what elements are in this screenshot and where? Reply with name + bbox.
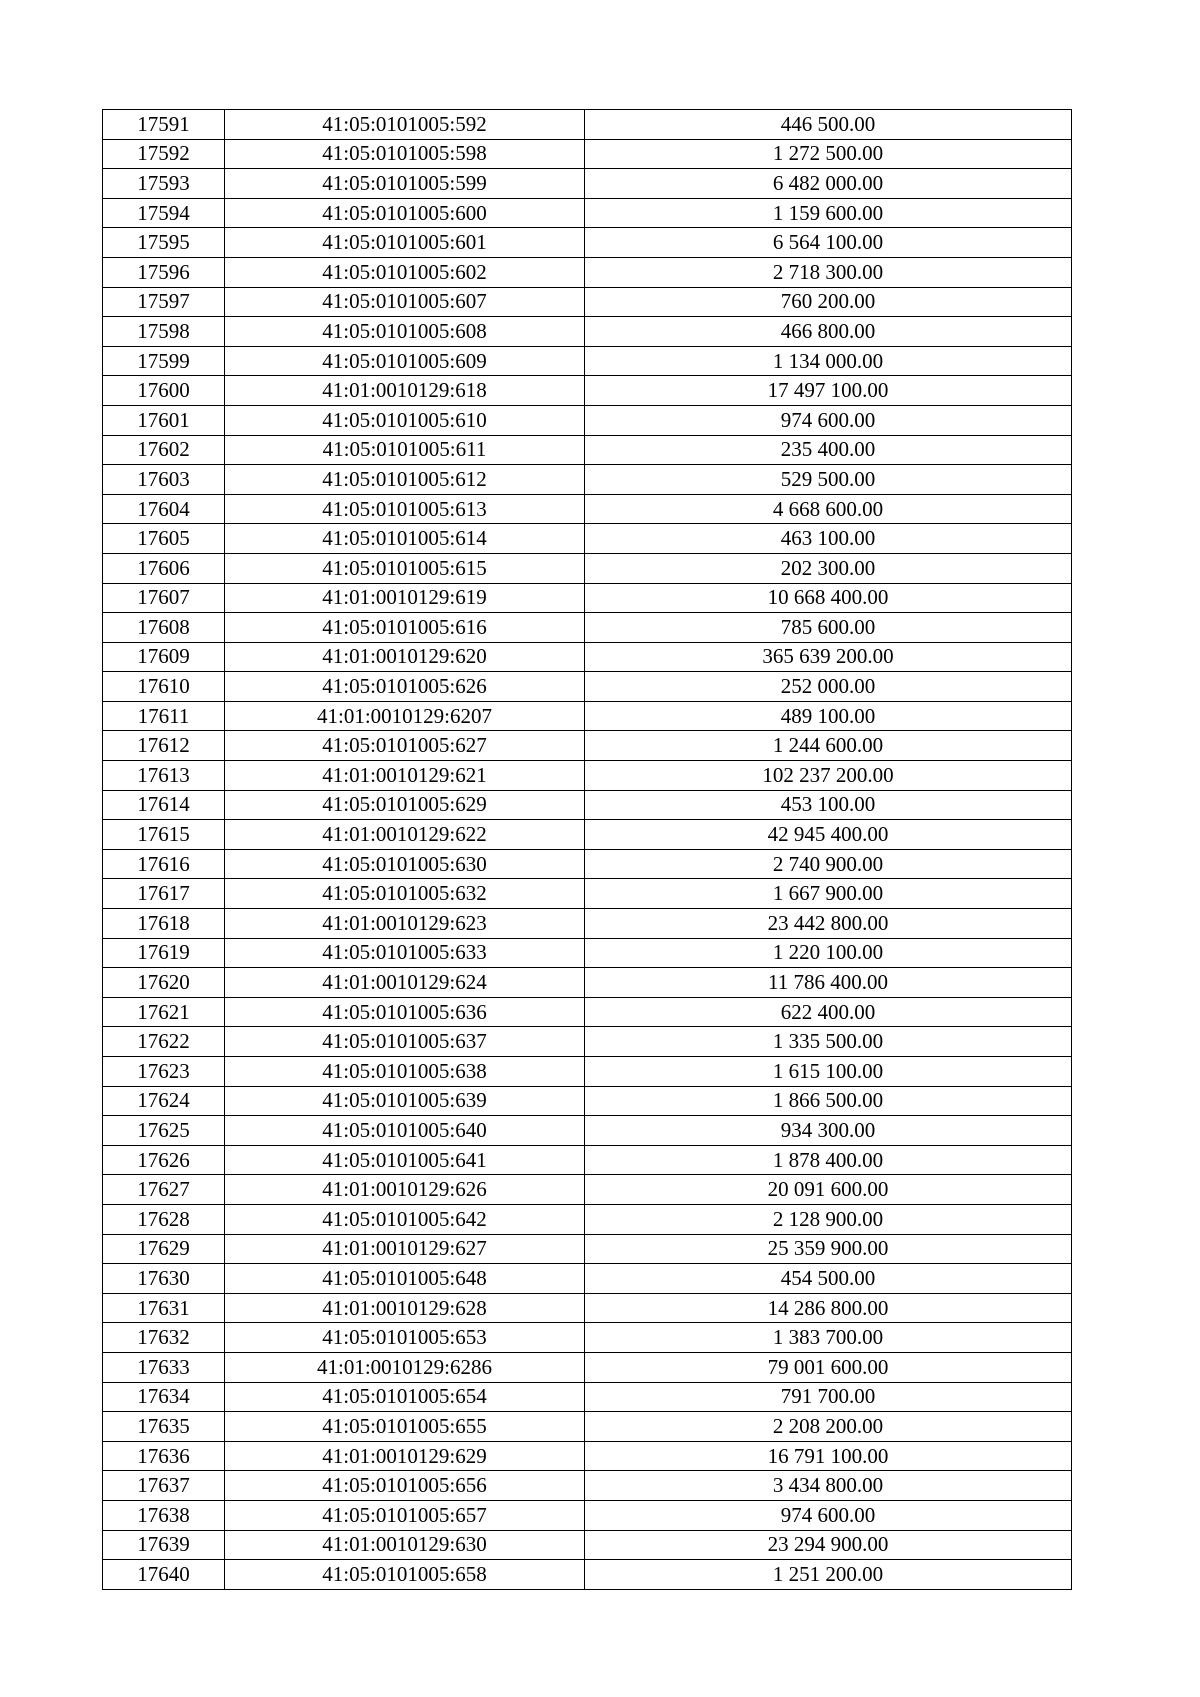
cadastral-number-cell: 41:05:0101005:626: [225, 672, 585, 702]
row-number-cell: 17611: [103, 701, 225, 731]
cadastral-value-cell: 23 442 800.00: [585, 909, 1072, 939]
cadastral-number-cell: 41:01:0010129:626: [225, 1175, 585, 1205]
table-row: [103, 1293, 1072, 1323]
cadastral-value-cell: 25 359 900.00: [585, 1234, 1072, 1264]
cadastral-value-cell: 2 208 200.00: [585, 1412, 1072, 1442]
table-row: [103, 1441, 1072, 1471]
table-row: [103, 1116, 1072, 1146]
cadastral-number-cell: 41:05:0101005:613: [225, 494, 585, 524]
table-row: [103, 1352, 1072, 1382]
cadastral-number-cell: 41:05:0101005:627: [225, 731, 585, 761]
row-number-cell: 17610: [103, 672, 225, 702]
row-number-cell: 17608: [103, 613, 225, 643]
cadastral-number-cell: 41:05:0101005:609: [225, 346, 585, 376]
cadastral-number-cell: 41:01:0010129:6207: [225, 701, 585, 731]
table-row: [103, 435, 1072, 465]
table-row: [103, 1412, 1072, 1442]
row-number-cell: 17606: [103, 553, 225, 583]
table-row: [103, 1027, 1072, 1057]
cadastral-number-cell: 41:01:0010129:629: [225, 1441, 585, 1471]
table-row: [103, 1264, 1072, 1294]
table-body: [103, 110, 1072, 1590]
cadastral-number-cell: 41:01:0010129:620: [225, 642, 585, 672]
cadastral-value-cell: 1 383 700.00: [585, 1323, 1072, 1353]
cadastral-value-cell: 17 497 100.00: [585, 376, 1072, 406]
row-number-cell: 17630: [103, 1264, 225, 1294]
table-row: [103, 938, 1072, 968]
cadastral-value-cell: 1 615 100.00: [585, 1057, 1072, 1087]
row-number-cell: 17601: [103, 405, 225, 435]
table-row: [103, 1204, 1072, 1234]
table-row: [103, 613, 1072, 643]
cadastral-value-cell: 202 300.00: [585, 553, 1072, 583]
row-number-cell: 17600: [103, 376, 225, 406]
table-row: [103, 139, 1072, 169]
row-number-cell: 17626: [103, 1145, 225, 1175]
row-number-cell: 17624: [103, 1086, 225, 1116]
cadastral-value-cell: 974 600.00: [585, 405, 1072, 435]
row-number-cell: 17618: [103, 909, 225, 939]
cadastral-value-cell: 453 100.00: [585, 790, 1072, 820]
row-number-cell: 17615: [103, 820, 225, 850]
cadastral-value-cell: 760 200.00: [585, 287, 1072, 317]
cadastral-number-cell: 41:05:0101005:638: [225, 1057, 585, 1087]
row-number-cell: 17597: [103, 287, 225, 317]
table-row: [103, 110, 1072, 140]
table-row: [103, 228, 1072, 258]
cadastral-value-cell: 252 000.00: [585, 672, 1072, 702]
cadastral-number-cell: 41:05:0101005:616: [225, 613, 585, 643]
table-row: [103, 1500, 1072, 1530]
cadastral-number-cell: 41:01:0010129:618: [225, 376, 585, 406]
table-row: [103, 1145, 1072, 1175]
row-number-cell: 17614: [103, 790, 225, 820]
cadastral-value-cell: 102 237 200.00: [585, 761, 1072, 791]
cadastral-value-cell: 2 128 900.00: [585, 1204, 1072, 1234]
row-number-cell: 17609: [103, 642, 225, 672]
cadastral-value-cell: 454 500.00: [585, 1264, 1072, 1294]
table-row: [103, 1471, 1072, 1501]
cadastral-number-cell: 41:05:0101005:657: [225, 1500, 585, 1530]
cadastral-number-cell: 41:01:0010129:628: [225, 1293, 585, 1323]
table-row: [103, 287, 1072, 317]
row-number-cell: 17602: [103, 435, 225, 465]
cadastral-value-cell: 14 286 800.00: [585, 1293, 1072, 1323]
row-number-cell: 17617: [103, 879, 225, 909]
row-number-cell: 17613: [103, 761, 225, 791]
row-number-cell: 17627: [103, 1175, 225, 1205]
table-row: [103, 997, 1072, 1027]
row-number-cell: 17598: [103, 317, 225, 347]
row-number-cell: 17607: [103, 583, 225, 613]
row-number-cell: 17623: [103, 1057, 225, 1087]
table-row: [103, 1530, 1072, 1560]
row-number-cell: 17636: [103, 1441, 225, 1471]
table-row: [103, 169, 1072, 199]
cadastral-value-cell: 79 001 600.00: [585, 1352, 1072, 1382]
row-number-cell: 17635: [103, 1412, 225, 1442]
table-row: [103, 909, 1072, 939]
table-row: [103, 849, 1072, 879]
cadastral-number-cell: 41:05:0101005:608: [225, 317, 585, 347]
cadastral-number-cell: 41:01:0010129:619: [225, 583, 585, 613]
cadastral-value-cell: 1 272 500.00: [585, 139, 1072, 169]
table-row: [103, 583, 1072, 613]
cadastral-value-cell: 466 800.00: [585, 317, 1072, 347]
cadastral-number-cell: 41:05:0101005:611: [225, 435, 585, 465]
table-row: [103, 701, 1072, 731]
table-row: [103, 524, 1072, 554]
cadastral-value-cell: 446 500.00: [585, 110, 1072, 140]
cadastral-number-cell: 41:05:0101005:598: [225, 139, 585, 169]
cadastral-value-cell: 42 945 400.00: [585, 820, 1072, 850]
cadastral-value-cell: 235 400.00: [585, 435, 1072, 465]
table-row: [103, 553, 1072, 583]
cadastral-number-cell: 41:05:0101005:637: [225, 1027, 585, 1057]
cadastral-value-cell: 1 251 200.00: [585, 1560, 1072, 1590]
row-number-cell: 17593: [103, 169, 225, 199]
row-number-cell: 17591: [103, 110, 225, 140]
cadastral-number-cell: 41:01:0010129:622: [225, 820, 585, 850]
table-row: [103, 820, 1072, 850]
cadastral-number-cell: 41:05:0101005:629: [225, 790, 585, 820]
table-row: [103, 1175, 1072, 1205]
row-number-cell: 17638: [103, 1500, 225, 1530]
cadastral-number-cell: 41:05:0101005:607: [225, 287, 585, 317]
cadastral-value-cell: 1 159 600.00: [585, 198, 1072, 228]
table-row: [103, 761, 1072, 791]
table-row: [103, 198, 1072, 228]
cadastral-value-cell: 3 434 800.00: [585, 1471, 1072, 1501]
row-number-cell: 17604: [103, 494, 225, 524]
row-number-cell: 17622: [103, 1027, 225, 1057]
table-row: [103, 257, 1072, 287]
cadastral-value-cell: 11 786 400.00: [585, 968, 1072, 998]
cadastral-number-cell: 41:05:0101005:630: [225, 849, 585, 879]
cadastral-number-cell: 41:05:0101005:633: [225, 938, 585, 968]
cadastral-number-cell: 41:05:0101005:612: [225, 465, 585, 495]
cadastral-number-cell: 41:01:0010129:627: [225, 1234, 585, 1264]
cadastral-value-cell: 6 482 000.00: [585, 169, 1072, 199]
row-number-cell: 17639: [103, 1530, 225, 1560]
cadastral-value-cell: 791 700.00: [585, 1382, 1072, 1412]
cadastral-value-cell: 20 091 600.00: [585, 1175, 1072, 1205]
cadastral-number-cell: 41:01:0010129:621: [225, 761, 585, 791]
row-number-cell: 17632: [103, 1323, 225, 1353]
row-number-cell: 17605: [103, 524, 225, 554]
cadastral-number-cell: 41:01:0010129:6286: [225, 1352, 585, 1382]
row-number-cell: 17625: [103, 1116, 225, 1146]
row-number-cell: 17621: [103, 997, 225, 1027]
cadastral-value-cell: 974 600.00: [585, 1500, 1072, 1530]
cadastral-value-cell: 463 100.00: [585, 524, 1072, 554]
cadastral-number-cell: 41:01:0010129:623: [225, 909, 585, 939]
cadastral-value-cell: 1 134 000.00: [585, 346, 1072, 376]
cadastral-number-cell: 41:01:0010129:630: [225, 1530, 585, 1560]
cadastral-number-cell: 41:05:0101005:639: [225, 1086, 585, 1116]
table-row: [103, 1560, 1072, 1590]
table-row: [103, 1057, 1072, 1087]
cadastral-number-cell: 41:05:0101005:655: [225, 1412, 585, 1442]
table-row: [103, 1234, 1072, 1264]
cadastral-value-cell: 489 100.00: [585, 701, 1072, 731]
cadastral-number-cell: 41:05:0101005:601: [225, 228, 585, 258]
row-number-cell: 17640: [103, 1560, 225, 1590]
table-row: [103, 465, 1072, 495]
table-row: [103, 672, 1072, 702]
cadastral-number-cell: 41:05:0101005:600: [225, 198, 585, 228]
row-number-cell: 17629: [103, 1234, 225, 1264]
cadastral-number-cell: 41:01:0010129:624: [225, 968, 585, 998]
table-row: [103, 346, 1072, 376]
table-row: [103, 968, 1072, 998]
table-row: [103, 1086, 1072, 1116]
cadastral-value-cell: 365 639 200.00: [585, 642, 1072, 672]
cadastral-number-cell: 41:05:0101005:602: [225, 257, 585, 287]
cadastral-number-cell: 41:05:0101005:648: [225, 1264, 585, 1294]
table-row: [103, 376, 1072, 406]
row-number-cell: 17616: [103, 849, 225, 879]
cadastral-value-cell: 785 600.00: [585, 613, 1072, 643]
cadastral-number-cell: 41:05:0101005:610: [225, 405, 585, 435]
table-row: [103, 731, 1072, 761]
row-number-cell: 17594: [103, 198, 225, 228]
cadastral-value-cell: 1 244 600.00: [585, 731, 1072, 761]
cadastral-value-cell: 1 335 500.00: [585, 1027, 1072, 1057]
table-row: [103, 405, 1072, 435]
row-number-cell: 17596: [103, 257, 225, 287]
row-number-cell: 17592: [103, 139, 225, 169]
cadastral-number-cell: 41:05:0101005:642: [225, 1204, 585, 1234]
table-row: [103, 1382, 1072, 1412]
cadastral-number-cell: 41:05:0101005:654: [225, 1382, 585, 1412]
cadastral-value-cell: 1 220 100.00: [585, 938, 1072, 968]
row-number-cell: 17633: [103, 1352, 225, 1382]
cadastral-number-cell: 41:05:0101005:641: [225, 1145, 585, 1175]
row-number-cell: 17634: [103, 1382, 225, 1412]
row-number-cell: 17631: [103, 1293, 225, 1323]
cadastral-value-table: [102, 109, 1072, 1590]
row-number-cell: 17595: [103, 228, 225, 258]
cadastral-value-cell: 1 866 500.00: [585, 1086, 1072, 1116]
cadastral-value-cell: 529 500.00: [585, 465, 1072, 495]
cadastral-value-cell: 622 400.00: [585, 997, 1072, 1027]
cadastral-number-cell: 41:05:0101005:636: [225, 997, 585, 1027]
cadastral-value-cell: 10 668 400.00: [585, 583, 1072, 613]
row-number-cell: 17599: [103, 346, 225, 376]
row-number-cell: 17637: [103, 1471, 225, 1501]
cadastral-number-cell: 41:05:0101005:658: [225, 1560, 585, 1590]
row-number-cell: 17603: [103, 465, 225, 495]
cadastral-value-cell: 2 718 300.00: [585, 257, 1072, 287]
table-row: [103, 317, 1072, 347]
cadastral-number-cell: 41:05:0101005:592: [225, 110, 585, 140]
cadastral-number-cell: 41:05:0101005:640: [225, 1116, 585, 1146]
cadastral-number-cell: 41:05:0101005:653: [225, 1323, 585, 1353]
cadastral-value-cell: 2 740 900.00: [585, 849, 1072, 879]
cadastral-value-cell: 1 667 900.00: [585, 879, 1072, 909]
table-row: [103, 494, 1072, 524]
row-number-cell: 17628: [103, 1204, 225, 1234]
cadastral-value-cell: 4 668 600.00: [585, 494, 1072, 524]
row-number-cell: 17619: [103, 938, 225, 968]
table-row: [103, 1323, 1072, 1353]
table-row: [103, 642, 1072, 672]
row-number-cell: 17620: [103, 968, 225, 998]
cadastral-value-cell: 1 878 400.00: [585, 1145, 1072, 1175]
cadastral-value-cell: 934 300.00: [585, 1116, 1072, 1146]
cadastral-number-cell: 41:05:0101005:656: [225, 1471, 585, 1501]
table-row: [103, 790, 1072, 820]
cadastral-value-cell: 16 791 100.00: [585, 1441, 1072, 1471]
cadastral-value-cell: 23 294 900.00: [585, 1530, 1072, 1560]
cadastral-number-cell: 41:05:0101005:615: [225, 553, 585, 583]
table-row: [103, 879, 1072, 909]
cadastral-value-cell: 6 564 100.00: [585, 228, 1072, 258]
cadastral-number-cell: 41:05:0101005:632: [225, 879, 585, 909]
cadastral-number-cell: 41:05:0101005:599: [225, 169, 585, 199]
row-number-cell: 17612: [103, 731, 225, 761]
cadastral-number-cell: 41:05:0101005:614: [225, 524, 585, 554]
